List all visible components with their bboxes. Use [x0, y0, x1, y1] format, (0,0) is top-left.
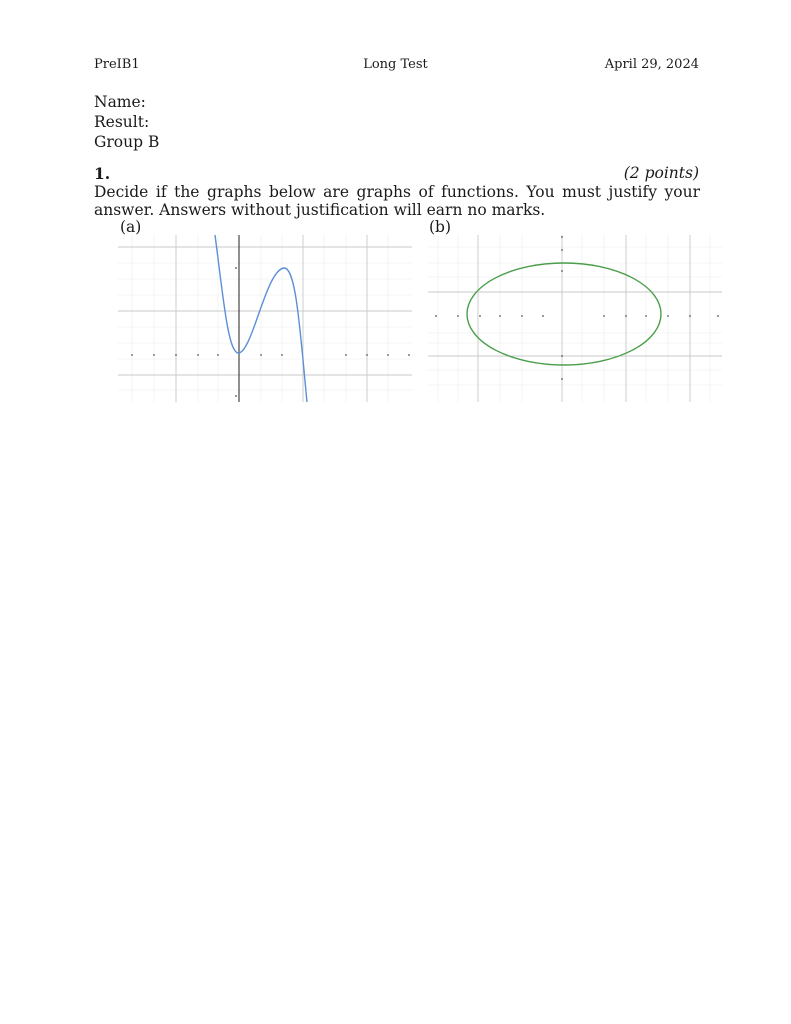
graph-a-minor-grid — [118, 235, 412, 402]
graph-a-major-grid — [118, 235, 412, 402]
name-label: Name: — [94, 93, 146, 111]
question-points: (2 points) — [623, 164, 699, 182]
graph-b-major-grid — [428, 235, 722, 402]
question-text: Decide if the graphs below are graphs of functions. You must justify your answer. Answers without justification will earn no marks. — [94, 183, 700, 219]
test-title: Long Test — [363, 57, 428, 72]
graph-b-minor-grid — [428, 235, 722, 402]
test-date: April 29, 2024 — [604, 57, 699, 72]
result-label: Result: — [94, 113, 150, 131]
graph-b-label: (b) — [429, 218, 452, 236]
group-label: Group B — [94, 133, 160, 151]
graph-b — [428, 235, 722, 402]
student-info — [94, 92, 159, 152]
graph-a — [118, 235, 412, 402]
graph-b-ellipse — [467, 263, 661, 365]
question-number: 1. — [94, 164, 111, 183]
graph-a-label: (a) — [120, 218, 142, 236]
course-code: PreIB1 — [94, 57, 140, 72]
graph-a-x-ticks — [131, 267, 410, 397]
